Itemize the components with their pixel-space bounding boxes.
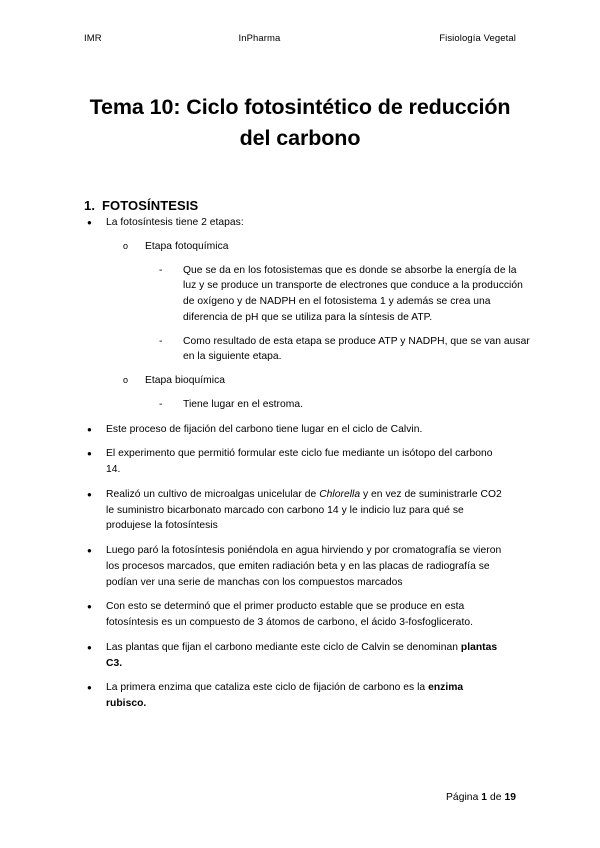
running-header (84, 33, 516, 49)
footer-page-number: 1 (481, 792, 488, 803)
list-item (123, 373, 525, 389)
list-item-text: Luego paró la fotosíntesis poniéndola en agua hirviendo y por cromatografía se vieron los procesos marcados, que emiten radiación beta y en las placas de radiografía se podían ver una serie de manchas con los compuestos marcados (106, 545, 502, 588)
bullet-marker-level-2-icon: o (123, 375, 129, 385)
bullet-marker-level-3-icon: - (159, 264, 163, 276)
list-item (87, 422, 504, 438)
list-item-text: Tiene lugar en el estroma. (183, 398, 304, 410)
bullet-marker-level-1-icon: ● (87, 642, 92, 652)
list-item-text: La fotosíntesis tiene 2 etapas: (106, 217, 244, 228)
text-run: Realizó un cultivo de microalgas unicelular de (106, 488, 320, 500)
footer-prefix: Página (446, 792, 482, 803)
list-item-text: Etapa bioquímica (145, 375, 226, 386)
list-item-text: Etapa fotoquímica (145, 240, 229, 252)
list-item (87, 599, 504, 631)
bullet-marker-level-1-icon: ● (87, 449, 92, 459)
bullet-marker-level-3-icon: - (159, 335, 163, 347)
list-item-text (106, 640, 504, 672)
list-item (159, 334, 531, 366)
bullet-marker-level-1-icon: ● (87, 489, 92, 499)
header-right-text: Fisiología Vegetal (439, 33, 516, 44)
list-item-text (106, 487, 504, 534)
bullet-marker-level-1-icon: ● (87, 218, 92, 227)
header-left-text: IMR (84, 33, 102, 44)
section-number: 1. (84, 197, 96, 213)
text-run: Chlorella (319, 488, 361, 500)
bullet-marker-level-1-icon: ● (87, 546, 92, 555)
footer-middle: de (487, 792, 505, 803)
list-item (87, 640, 504, 672)
list-item (159, 397, 531, 413)
section-title: FOTOSÍNTESIS (102, 197, 199, 213)
list-item-text: Con esto se determinó que el primer producto estable que se produce en esta fotosíntesis es un compuesto de 3 átomos de carbono, el ácido 3-fosfoglicerato. (106, 601, 473, 628)
text-run: y en vez de suministrarle CO2 le suministro bicarbonato marcado con carbono 14 y le indicio luz para qué se produjese la fotosíntesis (106, 488, 502, 532)
list-item (123, 239, 525, 255)
list-item (159, 263, 531, 326)
page-title: Tema 10: Ciclo fotosintético de reducción del carbono (89, 95, 511, 150)
bullet-marker-level-1-icon: ● (87, 683, 92, 693)
text-run: enzima rubisco. (106, 682, 464, 709)
list-item (87, 543, 504, 590)
list-item (87, 215, 504, 231)
text-run: La primera enzima que cataliza este ciclo de fijación de carbono es la (106, 682, 429, 694)
text-run: Las plantas que fijan el carbono mediante este ciclo de Calvin se denominan (106, 641, 461, 653)
text-run: plantas C3. (106, 641, 498, 669)
bullet-marker-level-1-icon: ● (87, 424, 92, 434)
page-footer (84, 792, 516, 803)
footer-total-pages: 19 (504, 792, 516, 803)
section-heading (84, 198, 198, 213)
list-item (87, 680, 504, 712)
list-item-text: Que se da en los fotosistemas que es donde se absorbe la energía de la luz y se produce un transporte de electrones que conduce a la producción de oxígeno y de NADPH en el fotosistema 1 y además se crea una diferencia de pH que se utiliza para la síntesis de ATP. (183, 264, 523, 323)
bullet-marker-level-2-icon: o (123, 240, 129, 251)
bullet-marker-level-1-icon: ● (87, 602, 92, 612)
list-item-text (106, 680, 504, 712)
bullet-marker-level-3-icon: - (159, 398, 163, 410)
header-center-text: InPharma (238, 33, 281, 44)
list-item-text: El experimento que permitió formular este ciclo fue mediante un isótopo del carbono 14. (106, 448, 493, 475)
content-list (84, 215, 540, 712)
list-item (87, 446, 504, 478)
list-item-text: Este proceso de fijación del carbono tiene lugar en el ciclo de Calvin. (106, 423, 423, 435)
list-item (87, 487, 504, 534)
list-item-text: Como resultado de esta etapa se produce ATP y NADPH, que se van ausar en la siguiente etapa. (183, 335, 530, 363)
